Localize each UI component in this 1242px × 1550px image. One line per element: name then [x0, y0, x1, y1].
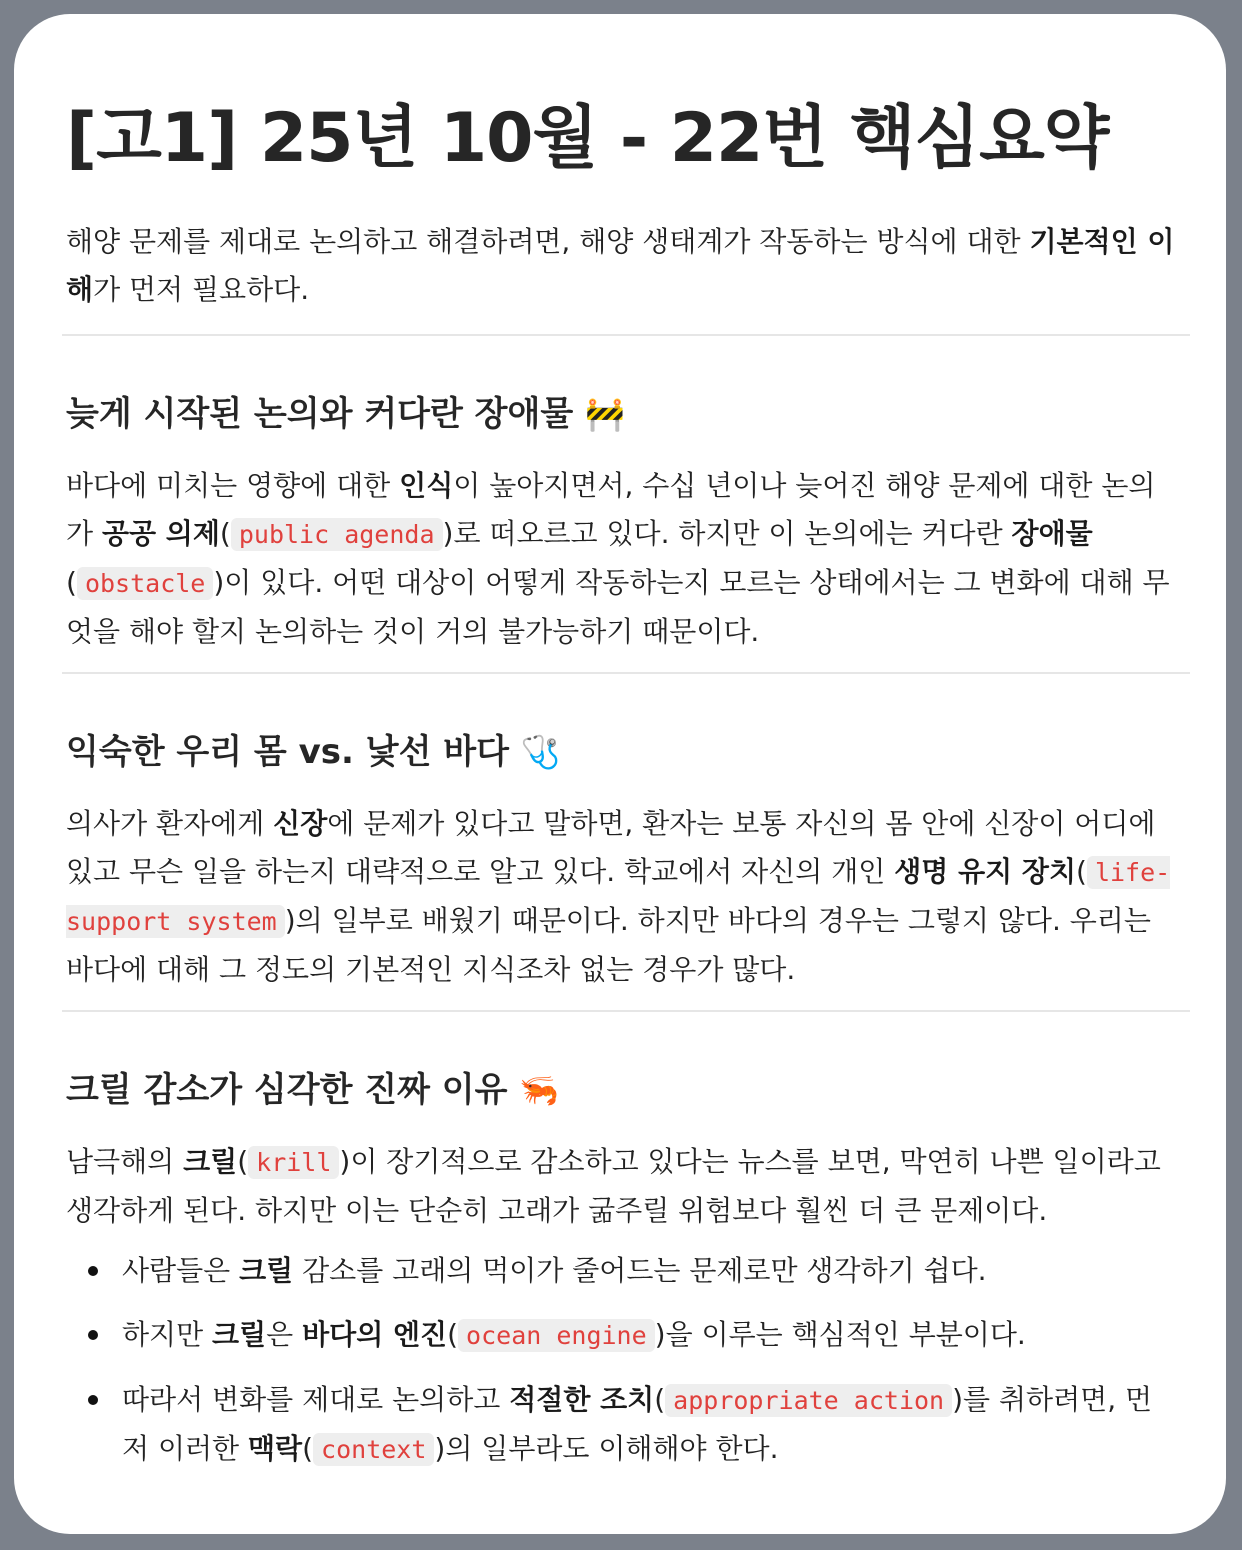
- bullet-dot: [88, 1266, 98, 1276]
- section1-heading: [66, 390, 1176, 438]
- code-public-agenda: public agenda: [231, 518, 443, 551]
- code-ocean-engine: ocean engine: [458, 1319, 655, 1352]
- intro-bold-basic-understanding: 기본적인 이해: [66, 225, 1175, 306]
- intro-paragraph: [66, 218, 1176, 314]
- summary-card: [14, 14, 1226, 1534]
- section3-heading-text: 크릴 감소가 심각한 진짜 이유: [66, 1070, 508, 1110]
- bullet-text: 은: [266, 1318, 303, 1351]
- bullet-bold: 크릴: [212, 1318, 267, 1351]
- bullet-bold: 적절한 조치: [509, 1383, 655, 1416]
- intro-text-end: 가 먼저 필요하다.: [93, 273, 310, 306]
- section2-text: 에 문제가 있다고 말하면, 환자는 보통 자신의 몸 안에 신장이 어디에 있고 무슨 일을 하는지 대략적으로 알고 있다. 학교에서 자신의 개인: [66, 807, 1156, 888]
- bullet-text: 의 일부라도 이해해야 한다.: [445, 1432, 779, 1465]
- construction-icon: 🚧: [585, 395, 625, 433]
- bullet-dot: [88, 1395, 98, 1405]
- section2-text: 의사가 환자에게: [66, 807, 274, 840]
- bold-obstacle: 장애물: [1011, 517, 1093, 550]
- section-late-discussion: [66, 390, 1176, 656]
- section-krill: [66, 1066, 1176, 1490]
- code-context: context: [313, 1433, 434, 1466]
- stethoscope-icon: 🩺: [520, 733, 561, 771]
- list-item: 따라서 변화를 제대로 논의하고 적절한 조치( appropriate action )를 취하려면, 먼저 이러한 맥락( context )의 일부라도 이해해야 한다.: [66, 1376, 1176, 1474]
- code-life-support-system: life-support system: [66, 858, 1171, 936]
- divider-1: [62, 334, 1190, 336]
- bullet-dot: [88, 1330, 98, 1340]
- code-obstacle: obstacle: [77, 567, 213, 600]
- code-krill: krill: [248, 1146, 339, 1179]
- section1-text: 바다에 미치는 영향에 대한: [66, 469, 400, 502]
- bullet-bold: 크릴: [239, 1254, 294, 1287]
- bullet-text: 사람들은: [122, 1254, 240, 1287]
- section1-text: 이 높아지면서, 수십 년이나 늦어진 해양 문제에 대한 논의가: [66, 469, 1156, 550]
- divider-2: [62, 672, 1190, 674]
- bullet-text: 을 이루는 핵심적인 부분이다.: [665, 1318, 1026, 1351]
- code-appropriate-action: appropriate action: [665, 1384, 952, 1417]
- list-item: 하지만 크릴은 바다의 엔진( ocean engine )을 이루는 핵심적인 부분이다.: [66, 1311, 1176, 1360]
- bullet-text: 하지만: [122, 1318, 213, 1351]
- section2-heading: [66, 728, 1176, 776]
- divider-3: [62, 1010, 1190, 1012]
- bold-krill: 크릴: [183, 1145, 238, 1178]
- section1-heading-text: 늦게 시작된 논의와 커다란 장애물: [66, 394, 574, 434]
- section3-heading: [66, 1066, 1176, 1114]
- bullet-text: 를 취하려면, 먼저 이러한: [122, 1383, 1153, 1465]
- bullet-bold: 맥락: [248, 1432, 303, 1465]
- section3-paragraph: 남극해의 크릴( krill )이 장기적으로 감소하고 있다는 뉴스를 보면, 막연히 나쁜 일이라고 생각하게 된다. 하지만 이는 단순히 고래가 굶주릴 위험보다 훨씬 더 큰 문제이다.: [66, 1145, 1161, 1227]
- bullet-text: 감소를 고래의 먹이가 줄어드는 문제로만 생각하기 쉽다.: [293, 1254, 987, 1287]
- section3-text: 남극해의: [66, 1145, 184, 1178]
- section2-heading-text: 익숙한 우리 몸 vs. 낯선 바다: [66, 732, 509, 772]
- bold-life-support: 생명 유지 장치: [894, 855, 1077, 888]
- bullet-bold: 바다의 엔진: [302, 1318, 448, 1351]
- bold-kidney: 신장: [273, 807, 328, 840]
- intro-text: 해양 문제를 제대로 논의하고 해결하려면, 해양 생태계가 작동하는 방식에 대한: [66, 225, 1030, 258]
- section3-text: 이 장기적으로 감소하고 있다는 뉴스를 보면, 막연히 나쁜 일이라고 생각하게 된다. 하지만 이는 단순히 고래가 굶주릴 위험보다 훨씬 더 큰 문제이다.: [66, 1145, 1161, 1227]
- bullet-text: 따라서 변화를 제대로 논의하고: [122, 1383, 510, 1416]
- list-item: [66, 1247, 1176, 1295]
- section1-text: 로 떠오르고 있다. 하지만 이 논의에는 커다란: [453, 517, 1012, 550]
- krill-bullet-list: [66, 1247, 1176, 1474]
- bold-public-agenda: 공공 의제: [101, 517, 220, 550]
- section1-text: 이 있다. 어떤 대상이 어떻게 작동하는지 모르는 상태에서는 그 변화에 대해 무엇을 해야 할지 논의하는 것이 거의 불가능하기 때문이다.: [66, 566, 1170, 648]
- shrimp-icon: 🦐: [519, 1071, 560, 1109]
- section1-paragraph: 바다에 미치는 영향에 대한 인식이 높아지면서, 수십 년이나 늦어진 해양 문제에 대한 논의가 공공 의제( public agenda )로 떠오르고 있다. 하지만 이 논의에는 커다란 장애물( obstacle )이 있다. 어떤 대상이 어떻게 작동하는지 모르는 상태에서는 그 변화에 대해 무엇을 해야 할지 논의하는 것이 거의 불가능하기 때문이다.: [66, 469, 1170, 648]
- bold-awareness: 인식: [399, 469, 454, 502]
- section2-text: 의 일부로 배웠기 때문이다. 하지만 바다의 경우는 그렇지 않다. 우리는 바다에 대해 그 정도의 기본적인 지식조차 없는 경우가 많다.: [66, 904, 1151, 986]
- page-title: [고1] 25년 10월 - 22번 핵심요약: [66, 99, 1109, 178]
- section2-paragraph: 의사가 환자에게 신장에 문제가 있다고 말하면, 환자는 보통 자신의 몸 안에 신장이 어디에 있고 무슨 일을 하는지 대략적으로 알고 있다. 학교에서 자신의 개인 생명 유지 장치( life-support system )의 일부로 배웠기 때문이다. 하지만 바다의 경우는 그렇지 않다. 우리는 바다에 대해 그 정도의 기본적인 지식조차 없는 경우가 많다.: [66, 807, 1171, 986]
- section-body-vs-ocean: [66, 728, 1176, 994]
